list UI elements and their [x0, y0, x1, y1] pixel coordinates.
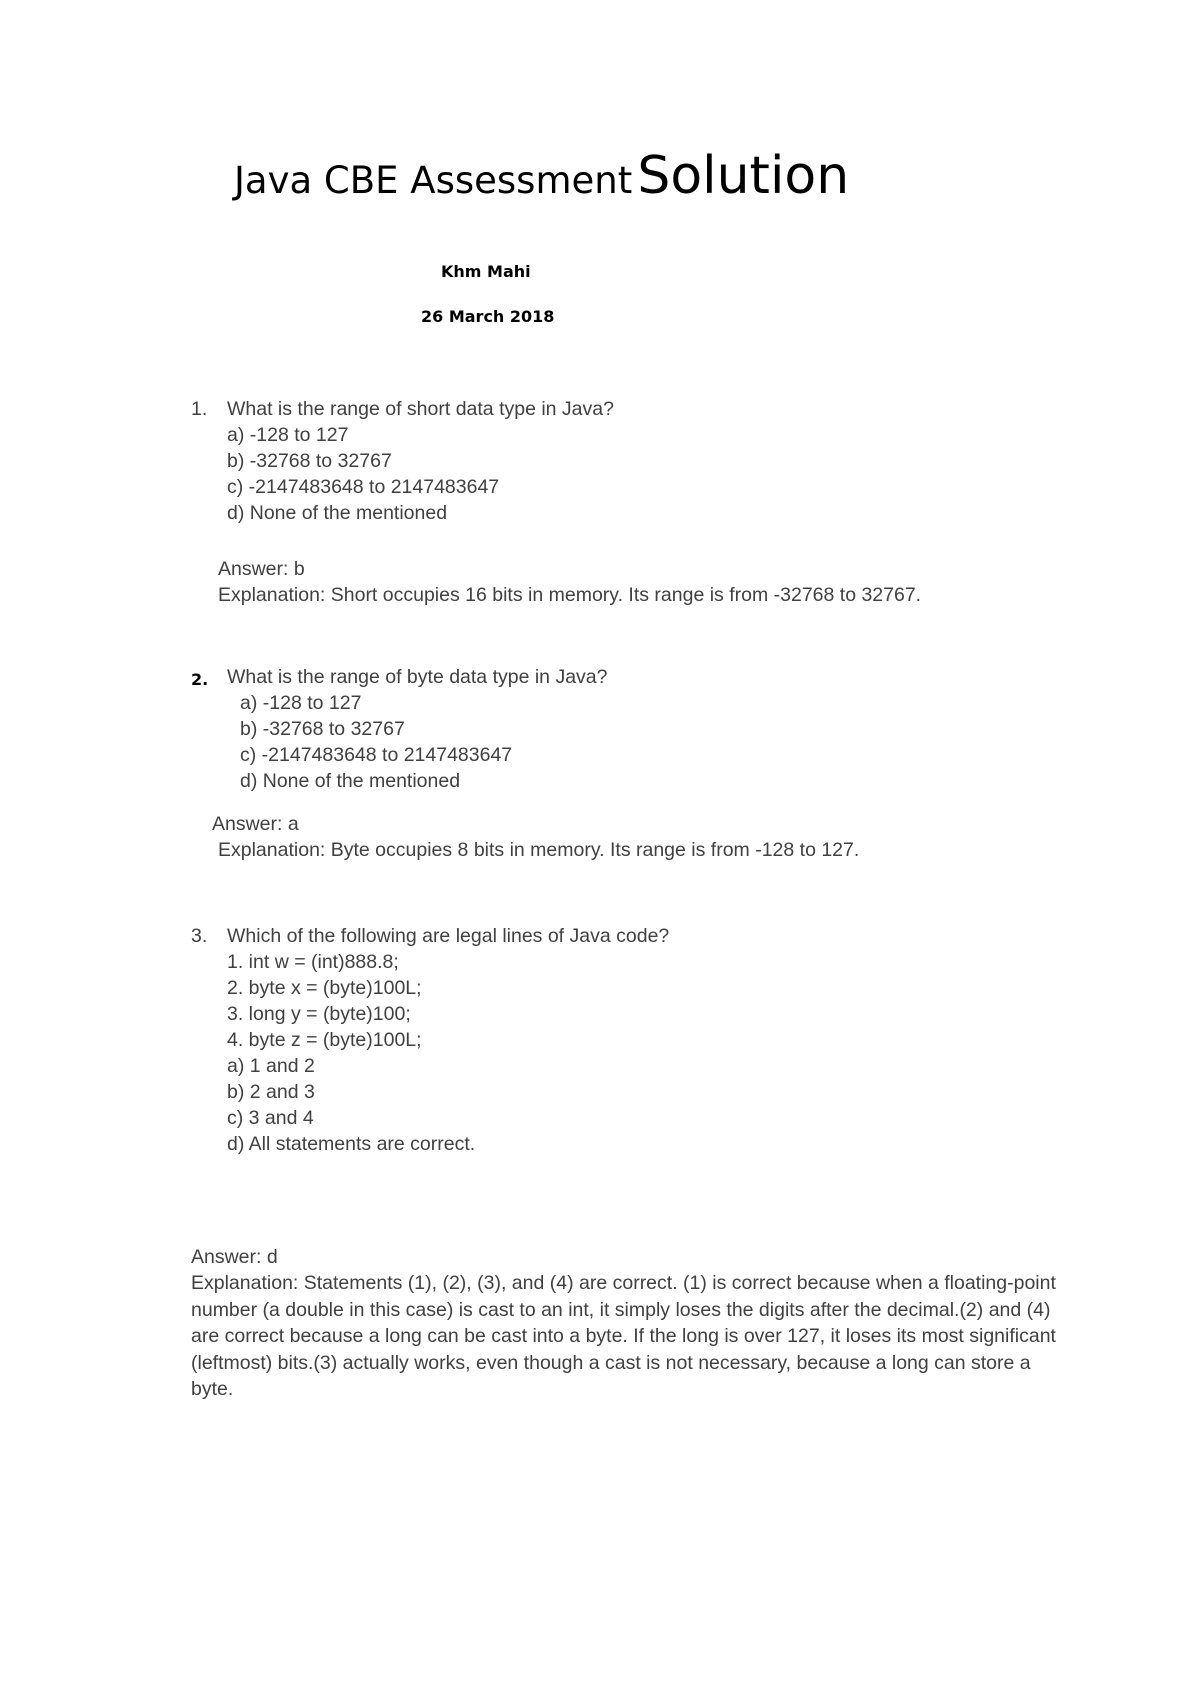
question-2-option-b: b) -32768 to 32767: [240, 718, 405, 740]
question-2-answer: Answer: a: [212, 813, 299, 835]
question-3-explanation: Explanation: Statements (1), (2), (3), and (4) are correct. (1) is correct because when a floating-point number (a double in this case) is cast to an int, it simply loses the digits after the decimal.(2) and (4) are correct because a long can be cast into a byte. If the long is over 127, it loses its most significant (leftmost) bits.(3) actually works, even though a cast is not necessary, because a long can store a byte.: [191, 1272, 1056, 1400]
question-3-answer: Answer: d: [191, 1246, 278, 1268]
question-1-option-a: a) -128 to 127: [227, 424, 349, 446]
author-name: Khm Mahi: [441, 262, 531, 281]
question-2-option-c: c) -2147483648 to 2147483647: [240, 744, 513, 766]
question-3-option-c: c) 3 and 4: [227, 1107, 314, 1129]
question-3-option-b: b) 2 and 3: [227, 1081, 315, 1103]
title-big: Solution: [637, 146, 850, 206]
code-line-1: 1. int w = (int)888.8;: [227, 951, 399, 973]
question-3-number: 3.: [191, 925, 208, 947]
question-1-explanation: Explanation: Short occupies 16 bits in memory. Its range is from -32768 to 32767.: [218, 584, 922, 606]
question-1-options: [227, 422, 499, 526]
question-3-option-d: d) All statements are correct.: [227, 1133, 476, 1155]
document-title: [234, 146, 850, 206]
question-3-text: Which of the following are legal lines of Java code?: [227, 925, 670, 947]
question-2-option-a: a) -128 to 127: [240, 692, 362, 714]
question-2-explanation: Explanation: Byte occupies 8 bits in memory. Its range is from -128 to 127.: [218, 839, 860, 861]
question-2-text: What is the range of byte data type in Java?: [227, 666, 608, 688]
code-line-4: 4. byte z = (byte)100L;: [227, 1029, 422, 1051]
code-line-3: 3. long y = (byte)100;: [227, 1003, 411, 1025]
question-1-option-d: d) None of the mentioned: [227, 502, 448, 524]
title-main: Java CBE Assessment: [234, 159, 633, 202]
question-2-option-d: d) None of the mentioned: [240, 770, 461, 792]
code-line-2: 2. byte x = (byte)100L;: [227, 977, 422, 999]
question-1-option-b: b) -32768 to 32767: [227, 450, 392, 472]
question-1-text: What is the range of short data type in Java?: [227, 398, 614, 420]
question-2-options: [240, 690, 512, 794]
question-1-option-c: c) -2147483648 to 2147483647: [227, 476, 500, 498]
question-1-number: 1.: [191, 398, 208, 420]
question-3-code-lines: [227, 949, 475, 1157]
question-2-number: 2.: [191, 670, 209, 689]
question-3-option-a: a) 1 and 2: [227, 1055, 315, 1077]
question-1-answer: Answer: b: [218, 558, 305, 580]
document-date: 26 March 2018: [421, 307, 555, 326]
